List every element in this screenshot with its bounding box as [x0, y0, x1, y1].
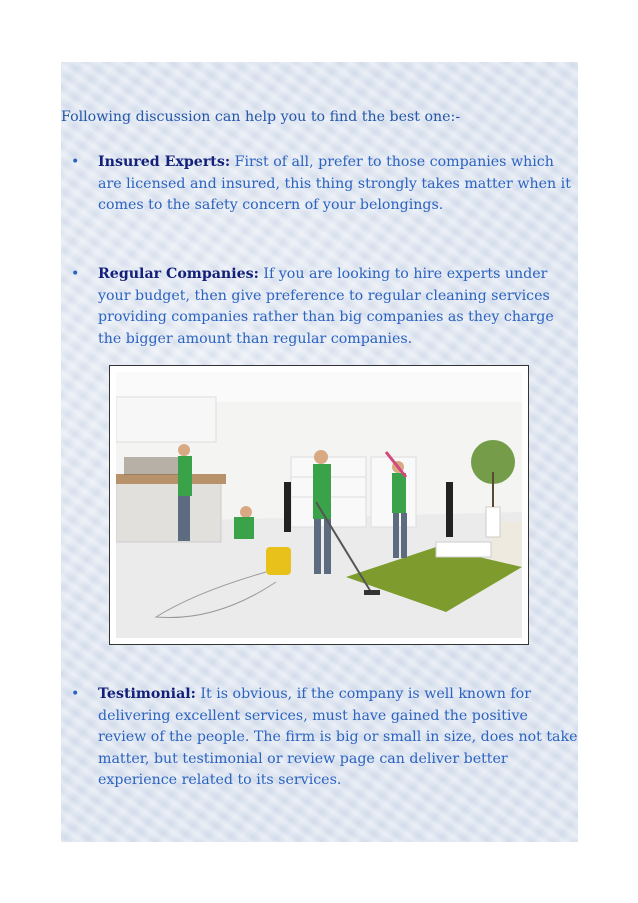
bullet-text: If you are looking to hire experts under your budget, then give preference to regular cleaning services providing companies rather than big companies as they charge the bigger amount than regular companies. — [98, 266, 554, 347]
bullet-regular-companies — [71, 264, 578, 350]
cleaning-photo — [109, 365, 529, 645]
intro-text: Following discussion can help you to find the best one:- — [61, 109, 461, 125]
bullet-dot: • — [71, 266, 80, 282]
bullet-text: It is obvious, if the company is well known for delivering excellent services, must have gained the positive review of the people. The firm is big or small in size, does not take matter, but testimonial or review page can deliver better experience related to its services. — [98, 686, 578, 788]
bullet-text: First of all, prefer to those companies which are licensed and insured, this thing strongly takes matter when it comes to the safety concern of your belongings. — [98, 154, 571, 213]
cleaning-room-illustration — [116, 372, 522, 638]
bullet-heading: Testimonial: — [98, 686, 196, 702]
bullet-heading: Insured Experts: — [98, 154, 231, 170]
bullet-insured-experts — [71, 152, 578, 217]
bullet-dot: • — [71, 686, 80, 702]
bullet-heading: Regular Companies: — [98, 266, 259, 282]
bullet-dot: • — [71, 154, 80, 170]
bullet-testimonial — [71, 684, 578, 792]
